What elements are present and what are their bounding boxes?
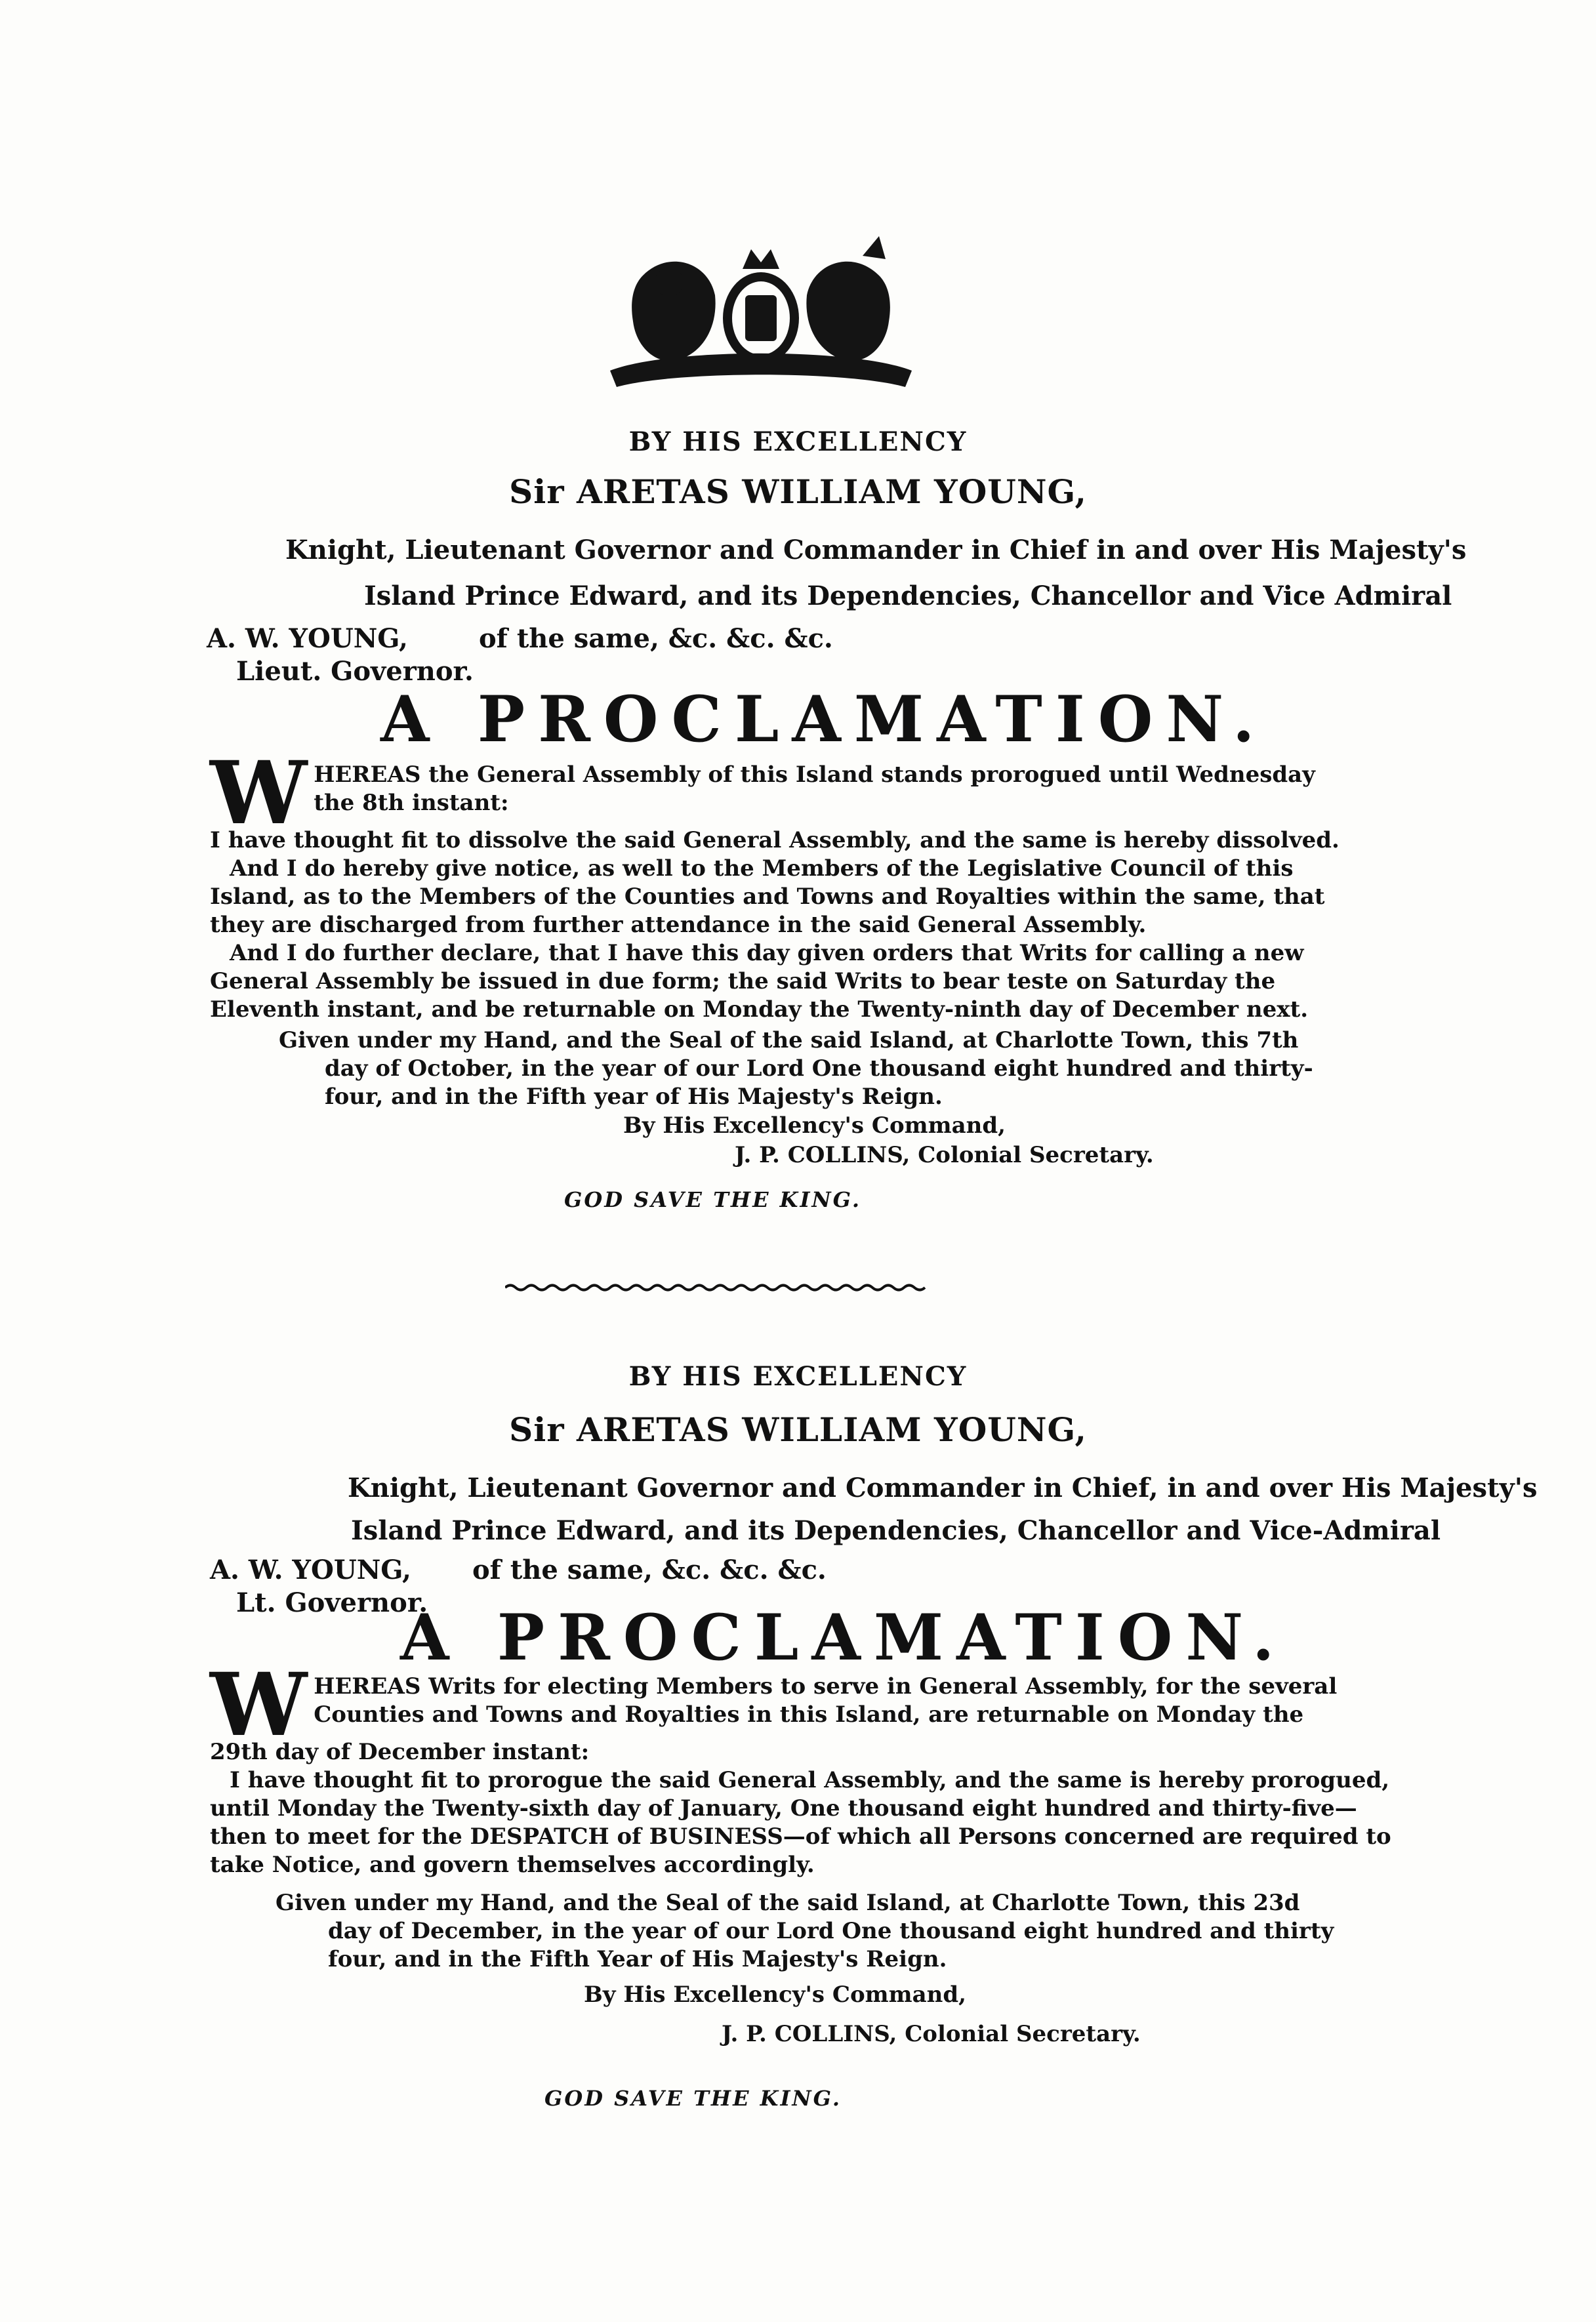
proclamation-heading: A PROCLAMATION.	[380, 682, 1268, 756]
signature-title: Lt. Governor.	[236, 1587, 428, 1618]
body-line: Eleventh instant, and be returnable on Monday the Twenty-ninth day of December next.	[210, 996, 1309, 1023]
governor-name	[0, 472, 1596, 511]
body-line: until Monday the Twenty-sixth day of January, One thousand eight hundred and thirty-five—	[210, 1795, 1357, 1822]
given-line: day of October, in the year of our Lord One thousand eight hundred and thirty-	[325, 1055, 1313, 1082]
god-save-the-king: GOD SAVE THE KING.	[544, 2086, 842, 2111]
proclamation-heading: A PROCLAMATION.	[400, 1600, 1288, 1675]
signature-name: A. W. YOUNG,	[210, 1555, 411, 1585]
by-his-excellency-heading: BY HIS EXCELLENCY	[628, 426, 968, 457]
secretary-line: J. P. COLLINS, Colonial Secretary.	[735, 1142, 1154, 1168]
given-line: four, and in the Fifth year of His Majesty's Reign.	[325, 1084, 943, 1110]
signature-name: A. W. YOUNG,	[207, 623, 408, 654]
given-block	[279, 1027, 1313, 1111]
proclamation-body	[210, 743, 1340, 1024]
title-line-2: Island Prince Edward, and its Dependencies, Chancellor and Vice-Admiral	[351, 1515, 1441, 1546]
body-line: I have thought fit to prorogue the said General Assembly, and the same is hereby prorogued,	[230, 1767, 1390, 1793]
given-line: Given under my Hand, and the Seal of the said Island, at Charlotte Town, this 7th	[279, 1027, 1299, 1053]
governor-name	[0, 1410, 1596, 1449]
given-block	[276, 1889, 1334, 1974]
body-line: HEREAS the General Assembly of this Island stands prorogued until Wednesday	[314, 762, 1315, 788]
body-line: take Notice, and govern themselves accordingly.	[210, 1852, 815, 1878]
name-prefix: Sir	[509, 1410, 565, 1449]
name-text: ARETAS WILLIAM YOUNG,	[576, 1410, 1087, 1449]
body-line: HEREAS Writs for electing Members to serve in General Assembly, for the several	[314, 1673, 1338, 1700]
body-line: they are discharged from further attendance in the said General Assembly.	[210, 912, 1147, 938]
title-line-1: Knight, Lieutenant Governor and Commander in Chief in and over His Majesty's	[285, 535, 1467, 565]
drop-cap: W	[210, 1654, 308, 1756]
by-his-excellency-heading: BY HIS EXCELLENCY	[628, 1361, 968, 1392]
title-line-3: of the same, &c. &c. &c.	[472, 1555, 827, 1585]
body-line: General Assembly be issued in due form; the said Writs to bear teste on Saturday the	[210, 968, 1276, 994]
body-line: Island, as to the Members of the Counties and Towns and Royalties within the same, that	[210, 884, 1325, 910]
body-line: the 8th instant:	[314, 790, 509, 816]
god-save-the-king: GOD SAVE THE KING.	[564, 1187, 861, 1212]
body-line: And I do further declare, that I have this day given orders that Writs for calling a new	[230, 940, 1304, 966]
given-line: Given under my Hand, and the Seal of the said Island, at Charlotte Town, this 23d	[276, 1890, 1300, 1916]
title-line-3: of the same, &c. &c. &c.	[479, 623, 833, 654]
title-line-1: Knight, Lieutenant Governor and Commander in Chief, in and over His Majesty's	[348, 1473, 1538, 1503]
command-line: By His Excellency's Command,	[623, 1112, 1006, 1139]
royal-coat-of-arms	[571, 230, 951, 394]
body-line: Counties and Towns and Royalties in this Island, are returnable on Monday the	[314, 1701, 1304, 1728]
body-line: 29th day of December instant:	[210, 1739, 590, 1765]
signature-title: Lieut. Governor.	[236, 656, 474, 687]
given-line: four, and in the Fifth Year of His Majesty's Reign.	[328, 1946, 947, 1972]
name-prefix: Sir	[509, 472, 565, 511]
body-line: And I do hereby give notice, as well to the Members of the Legislative Council of this	[230, 855, 1294, 882]
command-line: By His Excellency's Command,	[584, 1982, 966, 2008]
given-line: day of December, in the year of our Lord One thousand eight hundred and thirty	[328, 1918, 1334, 1944]
body-line: then to meet for the DESPATCH of BUSINESS—of which all Persons concerned are required to	[210, 1823, 1391, 1850]
name-text: ARETAS WILLIAM YOUNG,	[576, 472, 1087, 511]
body-line: I have thought fit to dissolve the said General Assembly, and the same is hereby dissolved.	[210, 827, 1340, 853]
proclamation-body	[210, 1654, 1391, 1879]
ornamental-divider	[505, 1282, 931, 1292]
secretary-line: J. P. COLLINS, Colonial Secretary.	[722, 2021, 1141, 2047]
title-line-2: Island Prince Edward, and its Dependencies, Chancellor and Vice Admiral	[364, 580, 1452, 611]
drop-cap: W	[210, 743, 308, 844]
